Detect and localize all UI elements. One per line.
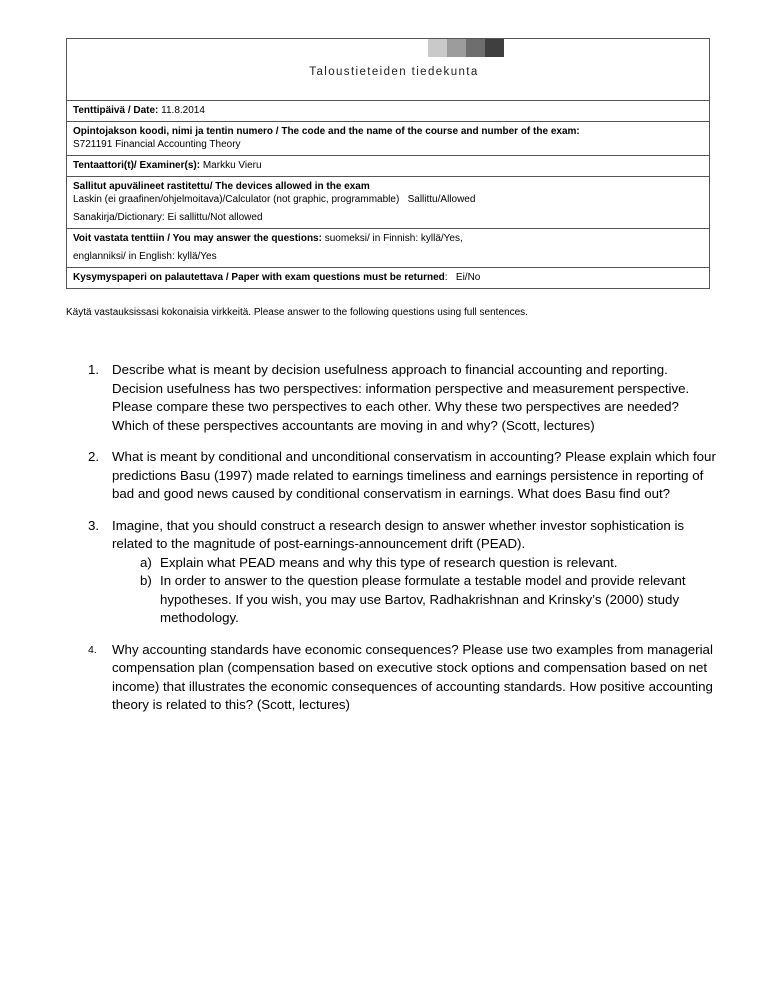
language-label: Voit vastata tenttiin / You may answer the questions: xyxy=(73,233,322,244)
question-text: Why accounting standards have economic consequences? Please use two examples from managerial compensation plan (compensation based on executive stock options and compensation based on net income) that illustrates the economic consequences of accounting standards. How positive accounting theory is related to this? (Scott, lectures) xyxy=(112,641,713,712)
question-text: What is meant by conditional and unconditional conservatism in accounting? Please explain which four predictions Basu (1997) made related to earnings timeliness and earnings persistence in reporting of bad and good news caused by conditional conservatism in earnings. What does Basu find out? xyxy=(112,449,716,501)
date-value: 11.8.2014 xyxy=(161,105,205,116)
calculator-text: Laskin (ei graafinen/ohjelmoitava)/Calculator (not graphic, programmable) Sallittu/Allowed xyxy=(73,194,476,205)
logo-blocks xyxy=(428,39,504,57)
question-body xyxy=(112,517,718,628)
date-label: Tenttipäivä / Date: xyxy=(73,105,159,116)
language-english: englanniksi/ in English: kyllä/Yes xyxy=(73,251,217,262)
sub-question-text: Explain what PEAD means and why this type of research question is relevant. xyxy=(160,554,618,570)
return-value: : Ei/No xyxy=(444,272,481,283)
language-finnish: suomeksi/ in Finnish: kyllä/Yes, xyxy=(324,233,463,244)
question-number: 3. xyxy=(88,517,100,533)
faculty-logo xyxy=(67,39,709,101)
question-text: Imagine, that you should construct a research design to answer whether investor sophistication is related to the magnitude of post-earnings-announcement drift (PEAD). xyxy=(112,517,685,551)
dictionary-text: Sanakirja/Dictionary: Ei sallittu/Not allowed xyxy=(73,212,263,223)
question-number: 1. xyxy=(88,362,100,377)
course-row xyxy=(67,122,709,156)
devices-row xyxy=(67,177,709,229)
examiner-row xyxy=(67,156,709,177)
sub-question-list xyxy=(112,554,718,628)
exam-header-table xyxy=(66,38,710,289)
question-4 xyxy=(88,641,718,715)
question-2 xyxy=(88,448,718,504)
course-label: Opintojakson koodi, nimi ja tentin numero / The code and the name of the course and number of the exam: xyxy=(73,126,580,137)
sub-question-letter: a) xyxy=(140,554,152,570)
date-row xyxy=(67,101,709,122)
course-value: S721191 Financial Accounting Theory xyxy=(73,139,241,150)
question-3 xyxy=(88,517,718,628)
examiner-label: Tentaattori(t)/ Examiner(s): xyxy=(73,160,201,171)
language-row xyxy=(67,229,709,268)
logo-block-1 xyxy=(428,39,447,57)
devices-label: Sallitut apuvälineet rastitettu/ The devices allowed in the exam xyxy=(73,181,370,192)
question-number: 4. xyxy=(88,643,97,656)
instructions-note: Käytä vastauksissasi kokonaisia virkkeitä. Please answer to the following questions using full sentences. xyxy=(66,307,528,318)
question-1 xyxy=(88,361,718,435)
sub-question-text: In order to answer to the question please formulate a testable model and provide relevant hypotheses. If you wish, you may use Bartov, Radhakrishnan and Krinsky’s (2000) study methodology. xyxy=(160,573,686,625)
logo-block-3 xyxy=(466,39,485,57)
logo-block-2 xyxy=(447,39,466,57)
logo-block-4 xyxy=(485,39,504,57)
sub-question-a xyxy=(112,554,718,573)
return-label: Kysymyspaperi on palautettava / Paper with exam questions must be returned xyxy=(73,272,445,283)
faculty-name: Taloustieteiden tiedekunta xyxy=(309,66,479,78)
return-row xyxy=(67,268,709,288)
question-number: 2. xyxy=(88,449,100,464)
examiner-value: Markku Vieru xyxy=(202,160,262,171)
sub-question-letter: b) xyxy=(140,573,152,588)
question-list xyxy=(88,361,718,728)
sub-question-b xyxy=(112,572,718,628)
question-text: Describe what is meant by decision usefulness approach to financial accounting and reporting. Decision usefulness has two perspectives: information perspective and measurement perspective. Please compare these two perspectives to each other. Why these two perspectives are needed? Which of these perspectives accountants are moving in and why? (Scott, lectures) xyxy=(112,362,690,433)
